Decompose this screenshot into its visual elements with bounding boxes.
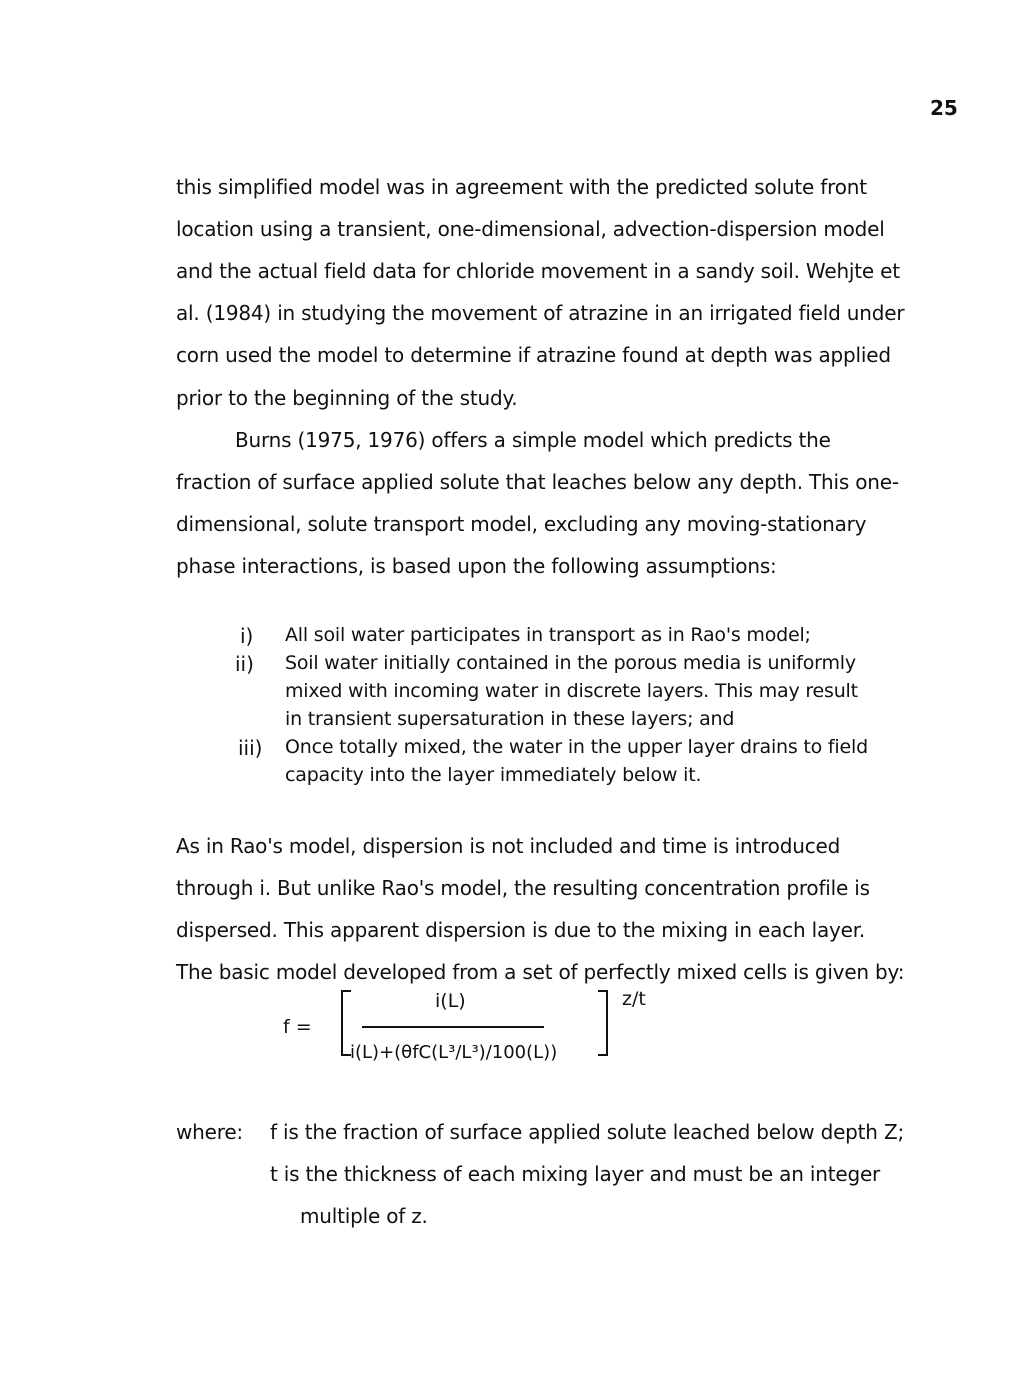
right-bracket (598, 990, 608, 1056)
list-line: in transient supersaturation in these layers; and (285, 708, 735, 730)
equation-numerator: i(L) (435, 990, 466, 1012)
where-label: where: (176, 1120, 243, 1144)
text-line: through i. But unlike Rao's model, the resulting concentration profile is (176, 876, 870, 900)
text-line: al. (1984) in studying the movement of atrazine in an irrigated field under (176, 301, 905, 325)
page-number: 25 (930, 96, 958, 120)
text-line: dispersed. This apparent dispersion is due to the mixing in each layer. (176, 918, 866, 942)
text-line: corn used the model to determine if atrazine found at depth was applied (176, 343, 891, 367)
text-line: and the actual field data for chloride movement in a sandy soil. Wehjte et (176, 259, 900, 283)
list-number: iii) (238, 736, 263, 760)
list-line: Soil water initially contained in the porous media is uniformly (285, 652, 856, 674)
text-line: location using a transient, one-dimensional, advection-dispersion model (176, 217, 885, 241)
list-line: capacity into the layer immediately below it. (285, 764, 702, 786)
equation-denominator: i(L)+(θfC(L³/L³)/100(L)) (350, 1042, 558, 1063)
definition-line: f is the fraction of surface applied solute leached below depth Z; (270, 1120, 904, 1144)
list-line: All soil water participates in transport as in Rao's model; (285, 624, 811, 646)
text-line: dimensional, solute transport model, excluding any moving-stationary (176, 512, 867, 536)
fraction-bar (362, 1026, 544, 1028)
text-line: As in Rao's model, dispersion is not included and time is introduced (176, 834, 841, 858)
definition-line: t is the thickness of each mixing layer and must be an integer (270, 1162, 881, 1186)
equation-lhs: f = (283, 1016, 312, 1038)
list-number: i) (240, 624, 254, 648)
list-number: ii) (235, 652, 254, 676)
text-line: Burns (1975, 1976) offers a simple model which predicts the (235, 428, 831, 452)
text-line: phase interactions, is based upon the following assumptions: (176, 554, 777, 578)
text-line: this simplified model was in agreement with the predicted solute front (176, 175, 867, 199)
text-line: prior to the beginning of the study. (176, 386, 518, 410)
equation-exponent: z/t (622, 988, 646, 1010)
list-line: Once totally mixed, the water in the upper layer drains to field (285, 736, 868, 758)
text-line: The basic model developed from a set of perfectly mixed cells is given by: (176, 960, 905, 984)
definition-line: multiple of z. (300, 1204, 428, 1228)
list-line: mixed with incoming water in discrete layers. This may result (285, 680, 858, 702)
text-line: fraction of surface applied solute that leaches below any depth. This one- (176, 470, 899, 494)
